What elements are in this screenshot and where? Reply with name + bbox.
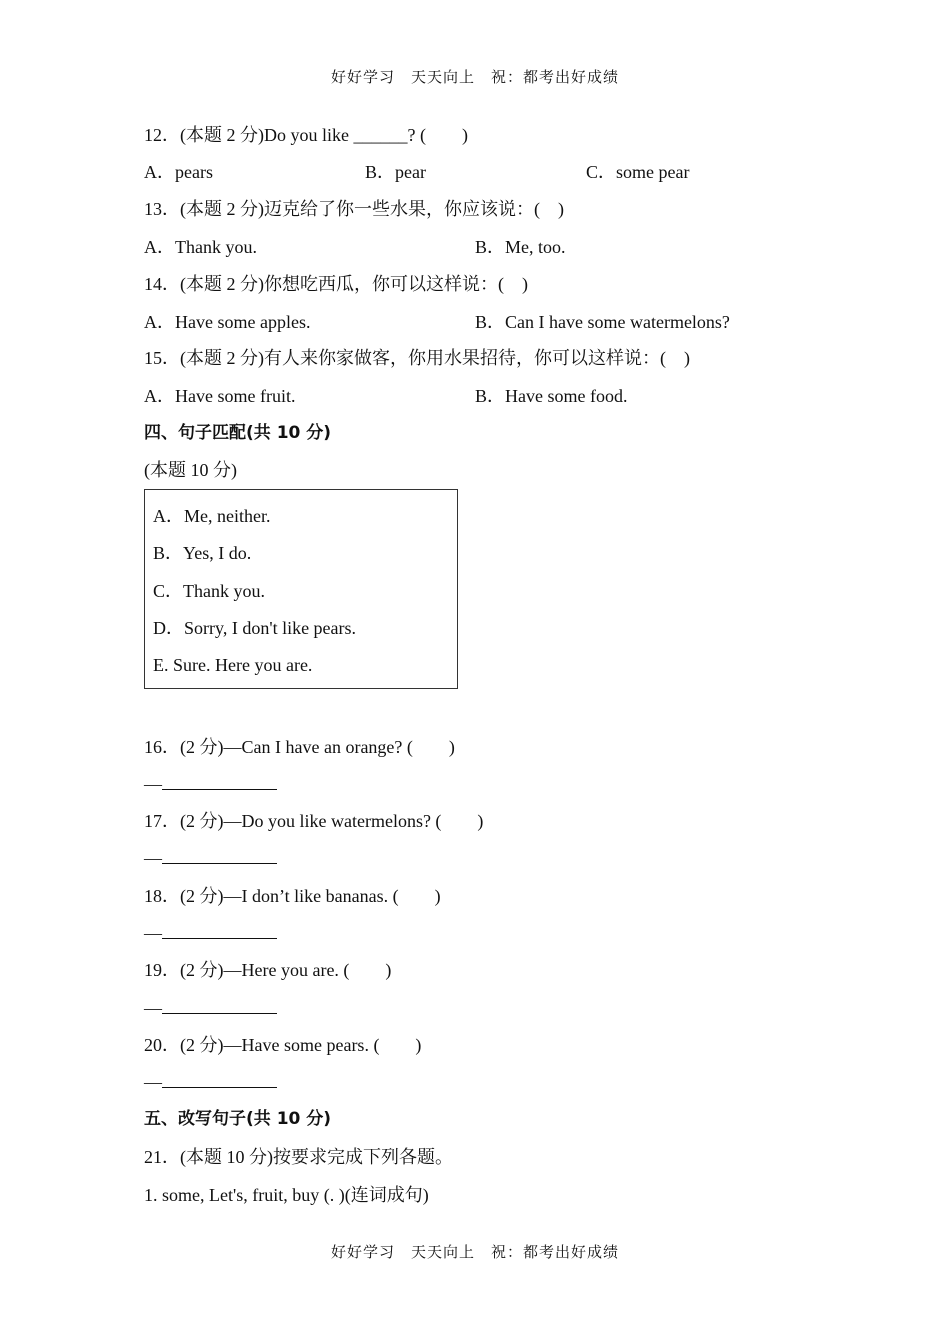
question-15-stem: 15．(本题 2 分)有人来你家做客，你用水果招待，你可以这样说：( ) [144, 348, 690, 368]
page-footer: 好好学习 天天向上 祝：都考出好成绩 [330, 1243, 619, 1261]
dash: — [144, 848, 162, 868]
match-option-c: C．Thank you. [153, 581, 265, 601]
answer-blank[interactable] [162, 775, 277, 790]
question-13-option-b: B．Me, too. [475, 237, 566, 257]
question-18-stem: 18．(2 分)—I don’t like bananas. ( ) [144, 886, 441, 906]
question-14-option-b: B．Can I have some watermelons? [475, 312, 730, 332]
question-19-answer-line [144, 997, 277, 1019]
question-12-option-b: B．pear [365, 162, 426, 182]
question-12-option-c: C．some pear [586, 162, 690, 182]
question-12-option-a: A．pears [144, 162, 213, 182]
question-13-option-a: A．Thank you. [144, 237, 257, 257]
question-21-stem: 21．(本题 10 分)按要求完成下列各题。 [144, 1147, 453, 1167]
answer-blank[interactable] [162, 999, 277, 1014]
question-17-stem: 17．(2 分)—Do you like watermelons? ( ) [144, 811, 484, 831]
question-16-stem: 16．(2 分)—Can I have an orange? ( ) [144, 737, 455, 757]
answer-blank[interactable] [162, 1073, 277, 1088]
section-4-title: 四、句子匹配(共 10 分) [144, 423, 332, 443]
question-15-option-a: A．Have some fruit. [144, 386, 296, 406]
answer-blank[interactable] [162, 924, 277, 939]
question-16-answer-line [144, 773, 277, 795]
answer-blank[interactable] [162, 849, 277, 864]
question-20-answer-line [144, 1071, 277, 1093]
question-14-option-a: A．Have some apples. [144, 312, 311, 332]
question-15-option-b: B．Have some food. [475, 386, 628, 406]
section-4-note: (本题 10 分) [144, 460, 237, 480]
question-19-stem: 19．(2 分)—Here you are. ( ) [144, 960, 392, 980]
dash: — [144, 998, 162, 1018]
question-12-stem: 12．(本题 2 分)Do you like ______? ( ) [144, 125, 468, 145]
page-header: 好好学习 天天向上 祝：都考出好成绩 [330, 68, 619, 86]
question-21-item-1: 1. some, Let's, fruit, buy (. )(连词成句) [144, 1185, 429, 1205]
question-20-stem: 20．(2 分)—Have some pears. ( ) [144, 1035, 422, 1055]
match-option-b: B．Yes, I do. [153, 543, 252, 563]
dash: — [144, 1072, 162, 1092]
question-14-stem: 14．(本题 2 分)你想吃西瓜，你可以这样说：( ) [144, 274, 528, 294]
section-5-title: 五、改写句子(共 10 分) [144, 1109, 332, 1129]
match-option-d: D．Sorry, I don't like pears. [153, 618, 357, 638]
dash: — [144, 923, 162, 943]
match-option-a: A．Me, neither. [153, 506, 271, 526]
question-13-stem: 13．(本题 2 分)迈克给了你一些水果，你应该说：( ) [144, 199, 564, 219]
dash: — [144, 774, 162, 794]
question-18-answer-line [144, 922, 277, 944]
question-17-answer-line [144, 847, 277, 869]
match-option-e: E. Sure. Here you are. [153, 655, 313, 675]
